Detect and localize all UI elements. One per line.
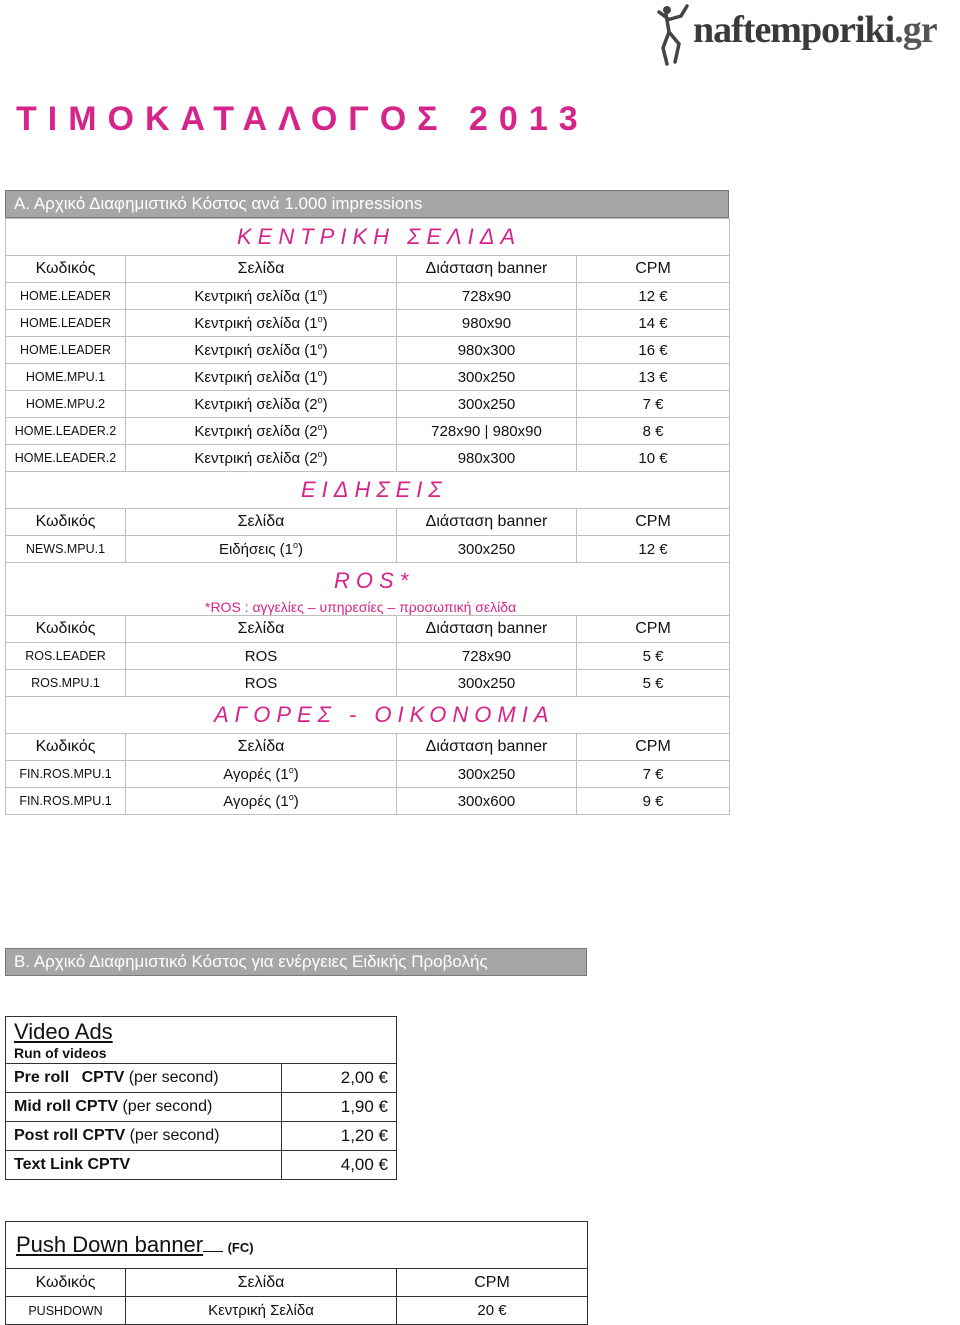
table-row (6, 788, 730, 815)
cell-size: 980x300 (397, 445, 577, 472)
cell-size: 300x250 (397, 670, 577, 697)
cell-cpm: 5 € (577, 670, 730, 697)
cell-page (126, 670, 397, 697)
ordinal-mark: ο (317, 287, 323, 297)
video-title: Video Ads (14, 1019, 113, 1044)
cell-size: 300x250 (397, 391, 577, 418)
push-down-table (5, 1221, 588, 1325)
cell-cpm: 7 € (577, 761, 730, 788)
cell-page-text: Κεντρική σελίδα (1 (194, 369, 318, 386)
cell-code: ROS.MPU.1 (6, 670, 126, 697)
push-code: PUSHDOWN (6, 1297, 126, 1325)
cell-page-text: Κεντρική σελίδα (2 (194, 450, 318, 467)
cell-page-text: ROS (244, 647, 278, 665)
table-row (6, 670, 730, 697)
column-header-size: Διάσταση banner (397, 616, 577, 643)
cell-code: HOME.LEADER (6, 310, 126, 337)
push-col-cpm: CPM (397, 1269, 588, 1297)
table-row (6, 364, 730, 391)
video-code: CPTV (87, 1156, 131, 1173)
cell-code: HOME.LEADER.2 (6, 418, 126, 445)
table-row (6, 310, 730, 337)
cell-page: Κεντρική σελίδα $(2^o)$ (126, 418, 397, 445)
cell-cpm: 16 € (577, 337, 730, 364)
video-label: Text Link (14, 1156, 84, 1173)
video-label: Post roll (14, 1127, 79, 1144)
cell-cpm: 10 € (577, 445, 730, 472)
cell-cpm: 13 € (577, 364, 730, 391)
cell-cpm: 12 € (577, 283, 730, 310)
cell-page: Κεντρική σελίδα $(2^o)$ (126, 391, 397, 418)
column-header-cpm: CPM (577, 256, 730, 283)
push-col-code: Κωδικός (6, 1269, 126, 1297)
cell-page: Αγορές $(1^o)$ (126, 788, 397, 815)
brand-logo (655, 2, 955, 68)
video-label-cell (6, 1093, 282, 1122)
page-title: ΤΙΜΟΚΑΤΑΛΟΓΟΣ 2013 (16, 100, 589, 138)
ordinal-mark: ο (317, 395, 323, 405)
video-row (6, 1093, 397, 1122)
cell-size: 300x250 (397, 536, 577, 563)
video-code: CPTV (81, 1069, 125, 1086)
table-row (6, 445, 730, 472)
price-table (5, 218, 730, 815)
brand-tld: .gr (894, 9, 937, 51)
video-row (6, 1151, 397, 1180)
column-header-cpm: CPM (577, 616, 730, 643)
cell-code: HOME.LEADER (6, 337, 126, 364)
video-row (6, 1064, 397, 1093)
push-title: Push Down banner (16, 1232, 204, 1257)
video-subtitle: Run of videos (14, 1045, 107, 1061)
column-header-code: Κωδικός (6, 509, 126, 536)
cell-page: Κεντρική σελίδα $(1^o)$ (126, 337, 397, 364)
video-ads-table (5, 1016, 397, 1180)
column-header-size: Διάσταση banner (397, 734, 577, 761)
ordinal-mark: ο (288, 765, 294, 775)
cell-size: 300x600 (397, 788, 577, 815)
column-header-page: Σελίδα (126, 509, 397, 536)
table-row (6, 643, 730, 670)
column-header-code: Κωδικός (6, 616, 126, 643)
push-tag: (FC) (227, 1240, 254, 1255)
cell-page (126, 643, 397, 670)
ordinal-mark: ο (288, 792, 294, 802)
ordinal-mark: ο (293, 540, 299, 550)
cell-size: 300x250 (397, 761, 577, 788)
cell-cpm: 8 € (577, 418, 730, 445)
cell-cpm: 5 € (577, 643, 730, 670)
cell-size: 728x90 | 980x90 (397, 418, 577, 445)
table-row (6, 761, 730, 788)
cell-page-text: Κεντρική σελίδα (2 (194, 396, 318, 413)
ordinal-mark: ο (317, 422, 323, 432)
brand-name: naftemporiki (693, 9, 895, 51)
column-header-row (6, 509, 730, 536)
video-price: 1,20 € (282, 1122, 397, 1151)
cell-cpm: 14 € (577, 310, 730, 337)
push-page: Κεντρική Σελίδα (126, 1297, 397, 1325)
column-header-row (6, 256, 730, 283)
push-col-page: Σελίδα (126, 1269, 397, 1297)
video-row (6, 1122, 397, 1151)
column-header-page: Σελίδα (126, 734, 397, 761)
category-title: ΕΙΔΗΣΕΙΣ (6, 472, 730, 509)
video-label-cell (6, 1122, 282, 1151)
cell-page-text: Αγορές (1 (223, 793, 289, 810)
column-header-row (6, 616, 730, 643)
push-cpm: 20 € (397, 1297, 588, 1325)
category-title: ROS* (6, 563, 730, 600)
cell-code: ROS.LEADER (6, 643, 126, 670)
cell-code: FIN.ROS.MPU.1 (6, 788, 126, 815)
cell-code: HOME.LEADER (6, 283, 126, 310)
table-row (6, 418, 730, 445)
cell-cpm: 9 € (577, 788, 730, 815)
column-header-cpm: CPM (577, 509, 730, 536)
cell-page-text: Κεντρική σελίδα (2 (194, 423, 318, 440)
table-row (6, 391, 730, 418)
column-header-code: Κωδικός (6, 734, 126, 761)
cell-code: HOME.LEADER.2 (6, 445, 126, 472)
table-row (6, 337, 730, 364)
cell-code: NEWS.MPU.1 (6, 536, 126, 563)
cell-size: 728x90 (397, 643, 577, 670)
ordinal-mark: ο (317, 341, 323, 351)
video-label: Mid roll (14, 1098, 71, 1115)
ordinal-mark: ο (317, 314, 323, 324)
cell-page: Αγορές $(1^o)$ (126, 761, 397, 788)
video-price: 1,90 € (282, 1093, 397, 1122)
section-a-heading: Α. Αρχικό Διαφημιστικό Κόστος ανά 1.000 impressions (5, 190, 729, 218)
cell-code: FIN.ROS.MPU.1 (6, 761, 126, 788)
video-code: CPTV (82, 1127, 126, 1144)
column-header-size: Διάσταση banner (397, 509, 577, 536)
video-code: CPTV (75, 1098, 119, 1115)
video-unit: (per second) (129, 1127, 220, 1144)
column-header-page: Σελίδα (126, 256, 397, 283)
cell-page-text: Κεντρική σελίδα (1 (194, 342, 318, 359)
cell-page: Κεντρική σελίδα $(1^o)$ (126, 310, 397, 337)
runner-icon (655, 4, 689, 66)
cell-page: Κεντρική σελίδα $(2^o)$ (126, 445, 397, 472)
column-header-page: Σελίδα (126, 616, 397, 643)
cell-page: Κεντρική σελίδα $(1^o)$ (126, 364, 397, 391)
category-title: ΑΓΟΡΕΣ - ΟΙΚΟΝΟΜΙΑ (6, 697, 730, 734)
cell-code: HOME.MPU.1 (6, 364, 126, 391)
video-price: 2,00 € (282, 1064, 397, 1093)
cell-page-text: Ειδήσεις (1 (218, 541, 294, 558)
cell-size: 300x250 (397, 364, 577, 391)
cell-page-text: ROS (244, 674, 278, 692)
cell-page-text: Κεντρική σελίδα (1 (194, 288, 318, 305)
cell-cpm: 12 € (577, 536, 730, 563)
cell-page-text: Κεντρική σελίδα (1 (194, 315, 318, 332)
ordinal-mark: ο (317, 449, 323, 459)
video-label: Pre roll (14, 1069, 70, 1086)
column-header-code: Κωδικός (6, 256, 126, 283)
table-row (6, 536, 730, 563)
column-header-row (6, 734, 730, 761)
table-row (6, 283, 730, 310)
category-note: *ROS : αγγελίες – υπηρεσίες – προσωπική σελίδα (6, 599, 730, 616)
column-header-size: Διάσταση banner (397, 256, 577, 283)
video-label-cell (6, 1064, 282, 1093)
video-unit: (per second) (128, 1069, 219, 1086)
video-label-cell (6, 1151, 282, 1180)
cell-page: Ειδήσεις $(1^o)$ (126, 536, 397, 563)
column-header-cpm: CPM (577, 734, 730, 761)
cell-size: 980x300 (397, 337, 577, 364)
video-unit: (per second) (122, 1098, 213, 1115)
category-title: ΚΕΝΤΡΙΚΗ ΣΕΛΙΔΑ (6, 219, 730, 256)
cell-page: Κεντρική σελίδα $(1^o)$ (126, 283, 397, 310)
cell-cpm: 7 € (577, 391, 730, 418)
cell-size: 980x90 (397, 310, 577, 337)
section-b-heading: Β. Αρχικό Διαφημιστικό Κόστος για ενέργειες Ειδικής Προβολής (5, 948, 587, 976)
ordinal-mark: ο (317, 368, 323, 378)
cell-page-text: Αγορές (1 (223, 766, 289, 783)
cell-size: 728x90 (397, 283, 577, 310)
video-price: 4,00 € (282, 1151, 397, 1180)
cell-code: HOME.MPU.2 (6, 391, 126, 418)
